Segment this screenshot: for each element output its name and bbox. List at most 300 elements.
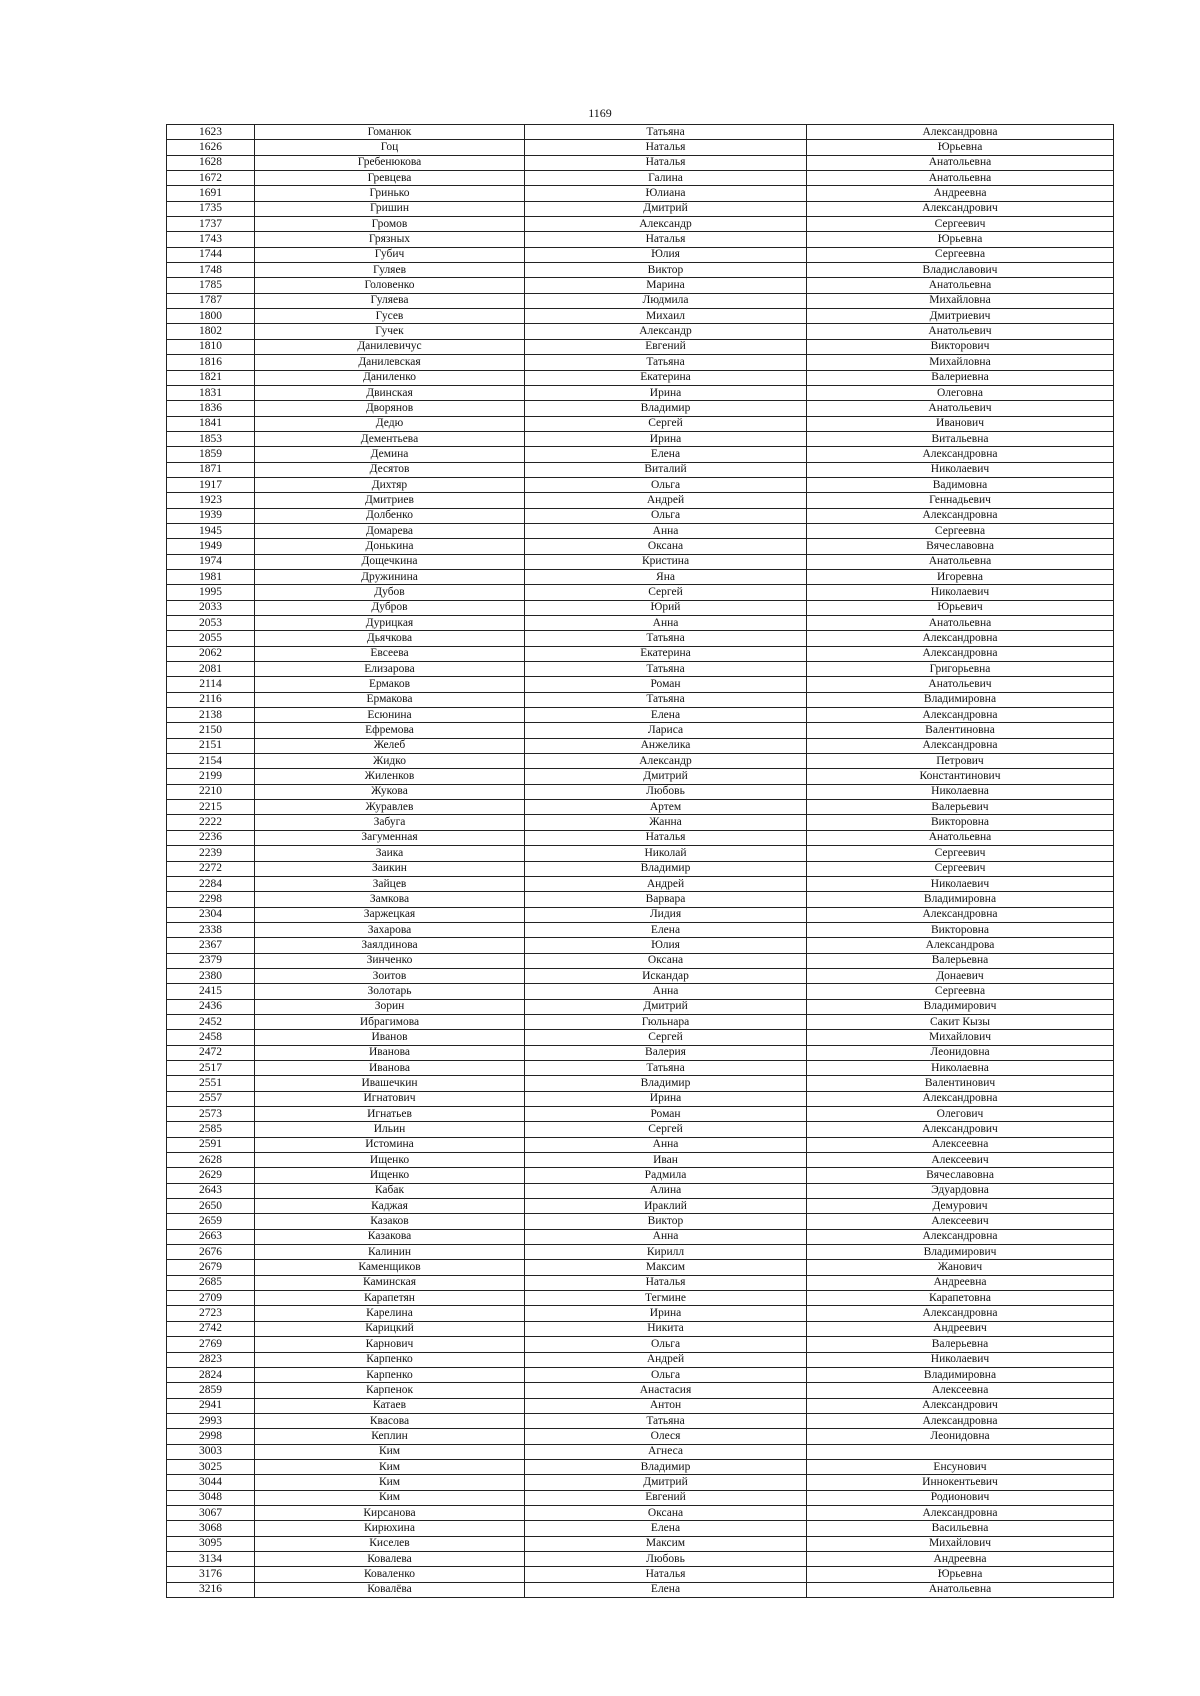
- first-name-cell: Лидия: [525, 907, 807, 922]
- table-row: [167, 201, 1114, 216]
- table-row: [167, 155, 1114, 170]
- record-number-cell: 1785: [167, 278, 255, 293]
- patronymic-cell: Леонидовна: [807, 1045, 1114, 1060]
- table-row: [167, 1475, 1114, 1490]
- table-row: [167, 1107, 1114, 1122]
- patronymic-cell: Витальевна: [807, 431, 1114, 446]
- table-row: [167, 477, 1114, 492]
- first-name-cell: Татьяна: [525, 1413, 807, 1428]
- table-row: [167, 631, 1114, 646]
- record-number-cell: 2210: [167, 784, 255, 799]
- first-name-cell: Людмила: [525, 293, 807, 308]
- record-number-cell: 1939: [167, 508, 255, 523]
- table-row: [167, 876, 1114, 891]
- first-name-cell: Татьяна: [525, 1060, 807, 1075]
- record-number-cell: 1626: [167, 140, 255, 155]
- surname-cell: Игнатьев: [255, 1107, 525, 1122]
- table-row: [167, 125, 1114, 140]
- patronymic-cell: Валерьевна: [807, 953, 1114, 968]
- table-row: [167, 999, 1114, 1014]
- surname-cell: Карпенко: [255, 1367, 525, 1382]
- record-number-cell: 2380: [167, 968, 255, 983]
- table-row: [167, 907, 1114, 922]
- first-name-cell: Любовь: [525, 1551, 807, 1566]
- table-row: [167, 861, 1114, 876]
- patronymic-cell: Александровна: [807, 738, 1114, 753]
- first-name-cell: Елена: [525, 1521, 807, 1536]
- table-row: [167, 140, 1114, 155]
- patronymic-cell: Николаевна: [807, 784, 1114, 799]
- surname-cell: Замкова: [255, 892, 525, 907]
- patronymic-cell: Александровна: [807, 708, 1114, 723]
- record-number-cell: 2859: [167, 1383, 255, 1398]
- surname-cell: Дворянов: [255, 401, 525, 416]
- record-number-cell: 2824: [167, 1367, 255, 1382]
- record-number-cell: 2676: [167, 1245, 255, 1260]
- patronymic-cell: Александровна: [807, 1229, 1114, 1244]
- surname-cell: Киселев: [255, 1536, 525, 1551]
- surname-cell: Карпенко: [255, 1352, 525, 1367]
- surname-cell: Ким: [255, 1459, 525, 1474]
- record-number-cell: 2215: [167, 800, 255, 815]
- record-number-cell: 3044: [167, 1475, 255, 1490]
- table-row: [167, 186, 1114, 201]
- record-number-cell: 2769: [167, 1337, 255, 1352]
- table-row: [167, 370, 1114, 385]
- patronymic-cell: Анатольевна: [807, 830, 1114, 845]
- surname-cell: Ефремова: [255, 723, 525, 738]
- surname-cell: Коваленко: [255, 1567, 525, 1582]
- patronymic-cell: Анатольевна: [807, 1582, 1114, 1597]
- first-name-cell: Ираклий: [525, 1199, 807, 1214]
- table-row: [167, 401, 1114, 416]
- record-number-cell: 2993: [167, 1413, 255, 1428]
- table-row: [167, 1214, 1114, 1229]
- first-name-cell: Юлия: [525, 938, 807, 953]
- surname-cell: Катаев: [255, 1398, 525, 1413]
- patronymic-cell: Валентиновна: [807, 723, 1114, 738]
- surname-cell: Заикин: [255, 861, 525, 876]
- surname-cell: Забуга: [255, 815, 525, 830]
- record-number-cell: 1981: [167, 569, 255, 584]
- table-row: [167, 738, 1114, 753]
- record-number-cell: 1743: [167, 232, 255, 247]
- table-row: [167, 984, 1114, 999]
- surname-cell: Дедю: [255, 416, 525, 431]
- table-row: [167, 293, 1114, 308]
- surname-cell: Иванова: [255, 1045, 525, 1060]
- surname-cell: Ивашечкин: [255, 1076, 525, 1091]
- patronymic-cell: Александровна: [807, 646, 1114, 661]
- surname-cell: Загуменная: [255, 830, 525, 845]
- surname-cell: Зоитов: [255, 968, 525, 983]
- table-row: [167, 508, 1114, 523]
- first-name-cell: Кристина: [525, 554, 807, 569]
- patronymic-cell: Анатольевна: [807, 171, 1114, 186]
- record-number-cell: 2304: [167, 907, 255, 922]
- first-name-cell: Анастасия: [525, 1383, 807, 1398]
- table-row: [167, 1352, 1114, 1367]
- record-number-cell: 1735: [167, 201, 255, 216]
- first-name-cell: Ирина: [525, 1091, 807, 1106]
- table-row: [167, 324, 1114, 339]
- first-name-cell: Ирина: [525, 385, 807, 400]
- table-row: [167, 493, 1114, 508]
- record-number-cell: 3025: [167, 1459, 255, 1474]
- table-row: [167, 385, 1114, 400]
- patronymic-cell: Андреевна: [807, 1551, 1114, 1566]
- surname-cell: Жукова: [255, 784, 525, 799]
- patronymic-cell: Алексеевна: [807, 1137, 1114, 1152]
- surname-cell: Ким: [255, 1444, 525, 1459]
- table-row: [167, 1567, 1114, 1582]
- record-number-cell: 1623: [167, 125, 255, 140]
- first-name-cell: Лариса: [525, 723, 807, 738]
- first-name-cell: Наталья: [525, 140, 807, 155]
- table-row: [167, 692, 1114, 707]
- surname-cell: Головенко: [255, 278, 525, 293]
- first-name-cell: Алина: [525, 1183, 807, 1198]
- table-row: [167, 922, 1114, 937]
- patronymic-cell: Викторович: [807, 339, 1114, 354]
- table-row: [167, 554, 1114, 569]
- table-row: [167, 1306, 1114, 1321]
- record-number-cell: 3048: [167, 1490, 255, 1505]
- first-name-cell: Дмитрий: [525, 999, 807, 1014]
- surname-cell: Дементьева: [255, 431, 525, 446]
- table-row: [167, 1582, 1114, 1597]
- patronymic-cell: Владимирович: [807, 1245, 1114, 1260]
- patronymic-cell: Иванович: [807, 416, 1114, 431]
- first-name-cell: Ольга: [525, 1337, 807, 1352]
- patronymic-cell: Вячеславовна: [807, 539, 1114, 554]
- surname-cell: Каминская: [255, 1275, 525, 1290]
- surname-cell: Двинская: [255, 385, 525, 400]
- record-number-cell: 2116: [167, 692, 255, 707]
- surname-cell: Десятов: [255, 462, 525, 477]
- table-row: [167, 217, 1114, 232]
- surname-cell: Ким: [255, 1475, 525, 1490]
- first-name-cell: Ирина: [525, 431, 807, 446]
- patronymic-cell: Олеговна: [807, 385, 1114, 400]
- first-name-cell: Ирина: [525, 1306, 807, 1321]
- record-number-cell: 2053: [167, 616, 255, 631]
- record-number-cell: 1871: [167, 462, 255, 477]
- surname-cell: Карицкий: [255, 1321, 525, 1336]
- record-number-cell: 2998: [167, 1429, 255, 1444]
- surname-cell: Елизарова: [255, 662, 525, 677]
- patronymic-cell: Валентинович: [807, 1076, 1114, 1091]
- patronymic-cell: Анатольевич: [807, 324, 1114, 339]
- record-number-cell: 2650: [167, 1199, 255, 1214]
- record-number-cell: 1923: [167, 493, 255, 508]
- record-number-cell: 3216: [167, 1582, 255, 1597]
- record-number-cell: 1800: [167, 309, 255, 324]
- patronymic-cell: Петрович: [807, 754, 1114, 769]
- surname-cell: Есюнина: [255, 708, 525, 723]
- first-name-cell: Галина: [525, 171, 807, 186]
- patronymic-cell: Игоревна: [807, 569, 1114, 584]
- patronymic-cell: Алексеевна: [807, 1383, 1114, 1398]
- record-number-cell: 2138: [167, 708, 255, 723]
- patronymic-cell: Александровна: [807, 447, 1114, 462]
- surname-cell: Карпенок: [255, 1383, 525, 1398]
- patronymic-cell: Сергеевна: [807, 984, 1114, 999]
- table-row: [167, 1199, 1114, 1214]
- record-number-cell: 2062: [167, 646, 255, 661]
- surname-cell: Ковалева: [255, 1551, 525, 1566]
- table-row: [167, 754, 1114, 769]
- table-row: [167, 1245, 1114, 1260]
- patronymic-cell: Михайлович: [807, 1536, 1114, 1551]
- record-number-cell: 3176: [167, 1567, 255, 1582]
- first-name-cell: Сергей: [525, 585, 807, 600]
- record-number-cell: 2685: [167, 1275, 255, 1290]
- table-row: [167, 232, 1114, 247]
- first-name-cell: Татьяна: [525, 355, 807, 370]
- surname-cell: Донькина: [255, 539, 525, 554]
- first-name-cell: Сергей: [525, 416, 807, 431]
- patronymic-cell: Александрович: [807, 201, 1114, 216]
- surname-cell: Дощечкина: [255, 554, 525, 569]
- table-row: [167, 938, 1114, 953]
- patronymic-cell: Александровна: [807, 508, 1114, 523]
- table-row: [167, 1030, 1114, 1045]
- surname-cell: Дьячкова: [255, 631, 525, 646]
- first-name-cell: Елена: [525, 447, 807, 462]
- first-name-cell: Андрей: [525, 493, 807, 508]
- first-name-cell: Радмила: [525, 1168, 807, 1183]
- surname-cell: Казаков: [255, 1214, 525, 1229]
- patronymic-cell: Юрьевна: [807, 232, 1114, 247]
- surname-cell: Гревцева: [255, 171, 525, 186]
- patronymic-cell: Демурович: [807, 1199, 1114, 1214]
- record-number-cell: 1737: [167, 217, 255, 232]
- table-row: [167, 247, 1114, 262]
- table-row: [167, 646, 1114, 661]
- record-number-cell: 2081: [167, 662, 255, 677]
- surname-cell: Карелина: [255, 1306, 525, 1321]
- patronymic-cell: Александровна: [807, 1306, 1114, 1321]
- roster-body: [167, 125, 1114, 1598]
- table-row: [167, 1014, 1114, 1029]
- table-row: [167, 1183, 1114, 1198]
- first-name-cell: Искандар: [525, 968, 807, 983]
- patronymic-cell: Николаевич: [807, 876, 1114, 891]
- surname-cell: Карапетян: [255, 1291, 525, 1306]
- record-number-cell: 2151: [167, 738, 255, 753]
- table-row: [167, 1321, 1114, 1336]
- patronymic-cell: Александрович: [807, 1122, 1114, 1137]
- record-number-cell: 2573: [167, 1107, 255, 1122]
- table-row: [167, 309, 1114, 324]
- table-row: [167, 968, 1114, 983]
- record-number-cell: 2663: [167, 1229, 255, 1244]
- surname-cell: Демина: [255, 447, 525, 462]
- table-row: [167, 800, 1114, 815]
- surname-cell: Калинин: [255, 1245, 525, 1260]
- surname-cell: Карнович: [255, 1337, 525, 1352]
- table-row: [167, 1291, 1114, 1306]
- surname-cell: Золотарь: [255, 984, 525, 999]
- record-number-cell: 2823: [167, 1352, 255, 1367]
- first-name-cell: Максим: [525, 1260, 807, 1275]
- table-row: [167, 1505, 1114, 1520]
- record-number-cell: 2367: [167, 938, 255, 953]
- table-row: [167, 708, 1114, 723]
- first-name-cell: Татьяна: [525, 631, 807, 646]
- record-number-cell: 2199: [167, 769, 255, 784]
- patronymic-cell: Николаевич: [807, 585, 1114, 600]
- record-number-cell: 2591: [167, 1137, 255, 1152]
- first-name-cell: Александр: [525, 217, 807, 232]
- first-name-cell: Наталья: [525, 232, 807, 247]
- first-name-cell: Юлиана: [525, 186, 807, 201]
- first-name-cell: Виктор: [525, 263, 807, 278]
- patronymic-cell: Юрьевич: [807, 600, 1114, 615]
- patronymic-cell: Сергеевна: [807, 523, 1114, 538]
- patronymic-cell: Анатольевна: [807, 616, 1114, 631]
- table-row: [167, 1459, 1114, 1474]
- table-row: [167, 1229, 1114, 1244]
- patronymic-cell: Викторовна: [807, 922, 1114, 937]
- first-name-cell: Александр: [525, 324, 807, 339]
- first-name-cell: Анна: [525, 523, 807, 538]
- record-number-cell: 2338: [167, 922, 255, 937]
- table-row: [167, 447, 1114, 462]
- first-name-cell: Анна: [525, 1229, 807, 1244]
- surname-cell: Захарова: [255, 922, 525, 937]
- surname-cell: Каменщиков: [255, 1260, 525, 1275]
- patronymic-cell: Николаевич: [807, 462, 1114, 477]
- first-name-cell: Никита: [525, 1321, 807, 1336]
- first-name-cell: Елена: [525, 1582, 807, 1597]
- record-number-cell: 1816: [167, 355, 255, 370]
- record-number-cell: 1821: [167, 370, 255, 385]
- record-number-cell: 1949: [167, 539, 255, 554]
- patronymic-cell: [807, 1444, 1114, 1459]
- surname-cell: Данилевская: [255, 355, 525, 370]
- surname-cell: Гуляева: [255, 293, 525, 308]
- table-row: [167, 1413, 1114, 1428]
- table-row: [167, 662, 1114, 677]
- surname-cell: Кирсанова: [255, 1505, 525, 1520]
- page-number: 1169: [588, 106, 612, 120]
- surname-cell: Иванов: [255, 1030, 525, 1045]
- surname-cell: Гоц: [255, 140, 525, 155]
- patronymic-cell: Сергеевич: [807, 846, 1114, 861]
- surname-cell: Ермакова: [255, 692, 525, 707]
- surname-cell: Домарева: [255, 523, 525, 538]
- record-number-cell: 2055: [167, 631, 255, 646]
- record-number-cell: 2628: [167, 1153, 255, 1168]
- first-name-cell: Татьяна: [525, 125, 807, 140]
- surname-cell: Журавлев: [255, 800, 525, 815]
- first-name-cell: Юрий: [525, 600, 807, 615]
- table-row: [167, 1168, 1114, 1183]
- first-name-cell: Наталья: [525, 1275, 807, 1290]
- patronymic-cell: Олегович: [807, 1107, 1114, 1122]
- record-number-cell: 2222: [167, 815, 255, 830]
- record-number-cell: 3068: [167, 1521, 255, 1536]
- table-row: [167, 769, 1114, 784]
- record-number-cell: 2517: [167, 1060, 255, 1075]
- patronymic-cell: Владимировна: [807, 692, 1114, 707]
- first-name-cell: Дмитрий: [525, 769, 807, 784]
- surname-cell: Каджая: [255, 1199, 525, 1214]
- record-number-cell: 2742: [167, 1321, 255, 1336]
- patronymic-cell: Сакит Кызы: [807, 1014, 1114, 1029]
- record-number-cell: 2679: [167, 1260, 255, 1275]
- table-row: [167, 1076, 1114, 1091]
- first-name-cell: Антон: [525, 1398, 807, 1413]
- record-number-cell: 1628: [167, 155, 255, 170]
- first-name-cell: Агнеса: [525, 1444, 807, 1459]
- surname-cell: Заялдинова: [255, 938, 525, 953]
- first-name-cell: Елена: [525, 922, 807, 937]
- record-number-cell: 2239: [167, 846, 255, 861]
- first-name-cell: Иван: [525, 1153, 807, 1168]
- record-number-cell: 2709: [167, 1291, 255, 1306]
- record-number-cell: 3003: [167, 1444, 255, 1459]
- table-row: [167, 462, 1114, 477]
- surname-cell: Гучек: [255, 324, 525, 339]
- patronymic-cell: Леонидовна: [807, 1429, 1114, 1444]
- surname-cell: Ковалёва: [255, 1582, 525, 1597]
- surname-cell: Громов: [255, 217, 525, 232]
- table-row: [167, 892, 1114, 907]
- patronymic-cell: Сергеевич: [807, 217, 1114, 232]
- record-number-cell: 1810: [167, 339, 255, 354]
- record-number-cell: 2941: [167, 1398, 255, 1413]
- table-row: [167, 1122, 1114, 1137]
- patronymic-cell: Васильевна: [807, 1521, 1114, 1536]
- patronymic-cell: Сергеевич: [807, 861, 1114, 876]
- table-row: [167, 1429, 1114, 1444]
- record-number-cell: 3095: [167, 1536, 255, 1551]
- record-number-cell: 2585: [167, 1122, 255, 1137]
- first-name-cell: Дмитрий: [525, 1475, 807, 1490]
- patronymic-cell: Сергеевна: [807, 247, 1114, 262]
- table-row: [167, 1137, 1114, 1152]
- record-number-cell: 2643: [167, 1183, 255, 1198]
- first-name-cell: Владимир: [525, 861, 807, 876]
- patronymic-cell: Енсунович: [807, 1459, 1114, 1474]
- first-name-cell: Сергей: [525, 1030, 807, 1045]
- surname-cell: Ким: [255, 1490, 525, 1505]
- patronymic-cell: Александровна: [807, 631, 1114, 646]
- record-number-cell: 1691: [167, 186, 255, 201]
- first-name-cell: Анна: [525, 984, 807, 999]
- record-number-cell: 2284: [167, 876, 255, 891]
- patronymic-cell: Жанович: [807, 1260, 1114, 1275]
- table-row: [167, 830, 1114, 845]
- surname-cell: Кабак: [255, 1183, 525, 1198]
- table-row: [167, 339, 1114, 354]
- surname-cell: Казакова: [255, 1229, 525, 1244]
- surname-cell: Даниленко: [255, 370, 525, 385]
- patronymic-cell: Николаевна: [807, 1060, 1114, 1075]
- surname-cell: Зинченко: [255, 953, 525, 968]
- table-row: [167, 1060, 1114, 1075]
- patronymic-cell: Николаевич: [807, 1352, 1114, 1367]
- record-number-cell: 1787: [167, 293, 255, 308]
- patronymic-cell: Юрьевна: [807, 1567, 1114, 1582]
- record-number-cell: 2150: [167, 723, 255, 738]
- record-number-cell: 2557: [167, 1091, 255, 1106]
- patronymic-cell: Донаевич: [807, 968, 1114, 983]
- record-number-cell: 2436: [167, 999, 255, 1014]
